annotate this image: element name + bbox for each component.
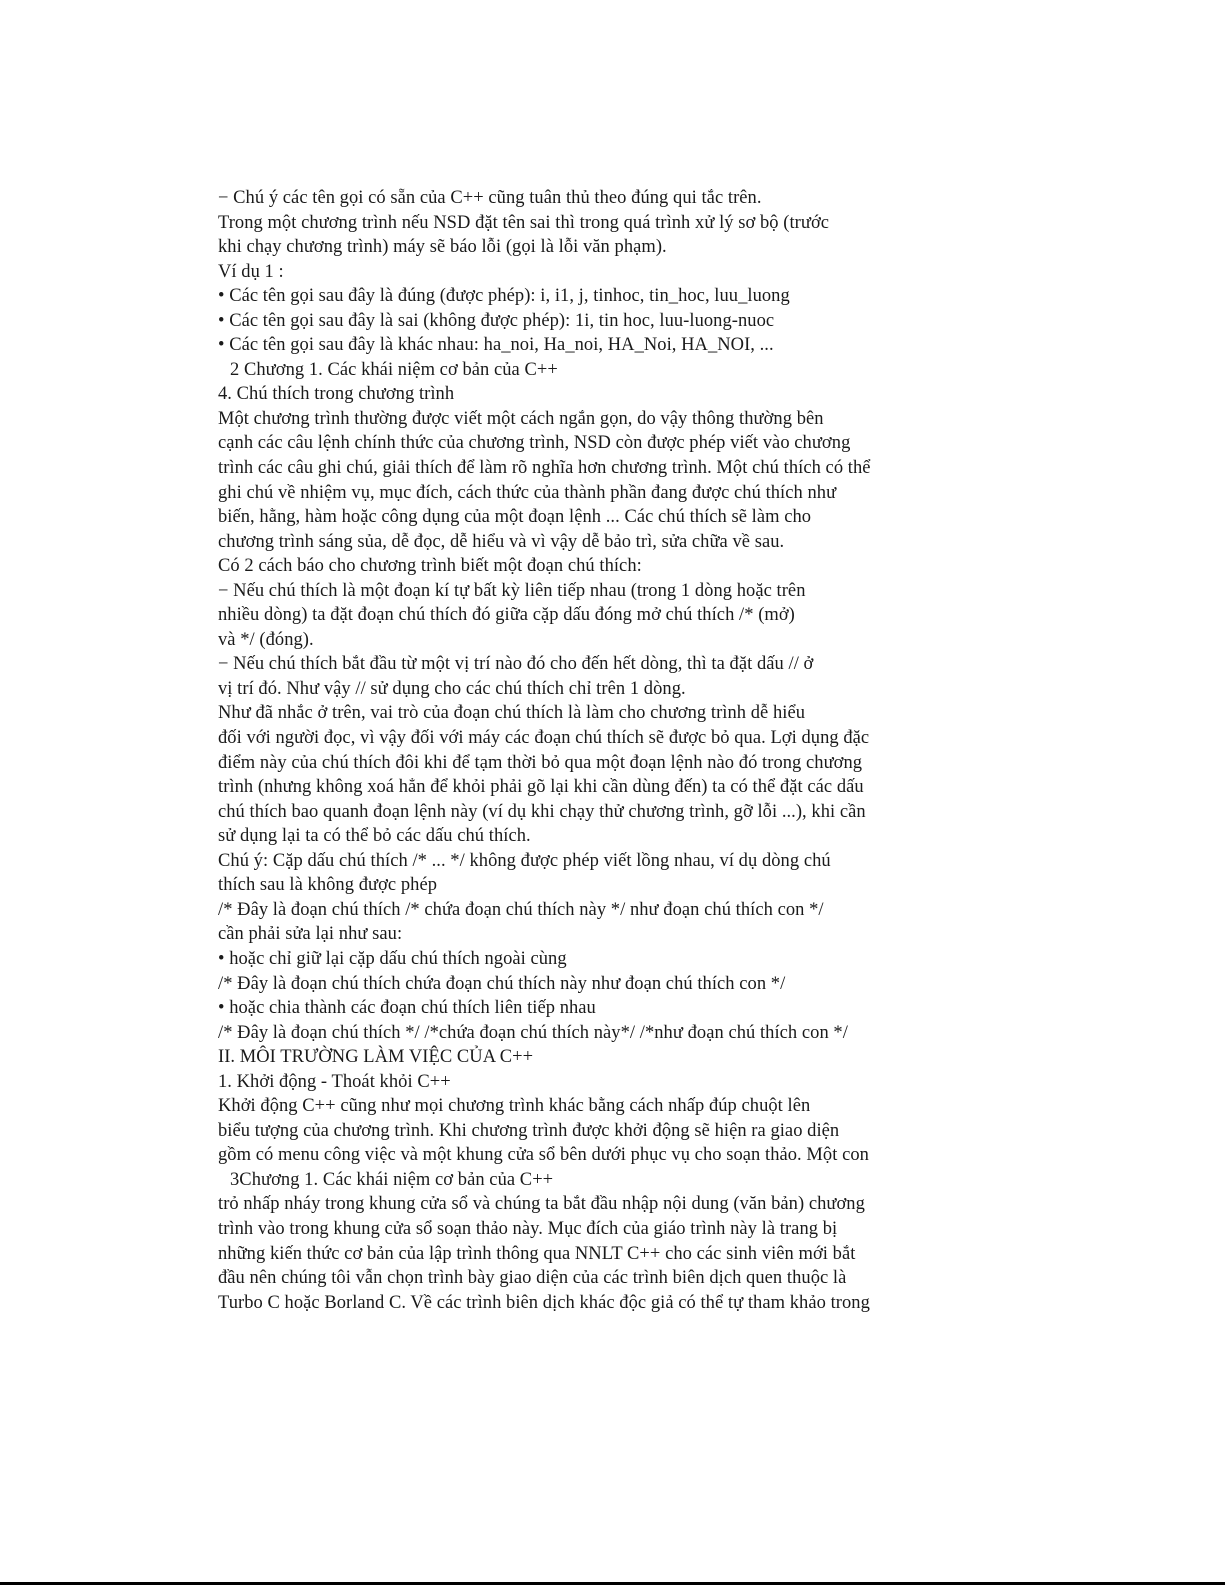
text-line: điểm này của chú thích đôi khi để tạm thời bỏ qua một đoạn lệnh nào đó trong chương	[218, 752, 863, 773]
page-header: 3Chương 1. Các khái niệm cơ bản của C++	[230, 1169, 554, 1190]
text-line: Trong một chương trình nếu NSD đặt tên sai thì trong quá trình xử lý sơ bộ (trước	[218, 212, 830, 233]
section-heading: 1. Khởi động - Thoát khỏi C++	[218, 1071, 451, 1092]
text-line: gồm có menu công việc và một khung cửa sổ bên dưới phục vụ cho soạn thảo. Một con	[218, 1145, 869, 1166]
text-line: đối với người đọc, vì vậy đối với máy các đoạn chú thích sẽ được bỏ qua. Lợi dụng đặc	[218, 728, 870, 749]
code-comment-line: /* Đây là đoạn chú thích /* chứa đoạn chú thích này */ như đoạn chú thích con */	[218, 899, 824, 920]
text-line: trình (nhưng không xoá hẳn để khỏi phải gõ lại khi cần dùng đến) ta có thể đặt các dấu	[218, 777, 864, 798]
text-line: trình các câu ghi chú, giải thích để làm rõ nghĩa hơn chương trình. Một chú thích có thể	[218, 458, 871, 479]
bullet-line: • hoặc chỉ giữ lại cặp dấu chú thích ngoài cùng	[218, 948, 567, 969]
page-header: 2 Chương 1. Các khái niệm cơ bản của C++	[230, 359, 558, 380]
code-comment-line: /* Đây là đoạn chú thích chứa đoạn chú thích này như đoạn chú thích con */	[218, 973, 786, 994]
bullet-line: • hoặc chia thành các đoạn chú thích liên tiếp nhau	[218, 998, 596, 1019]
text-line: − Nếu chú thích bắt đầu từ một vị trí nào đó cho đến hết dòng, thì ta đặt dấu // ở	[218, 654, 814, 675]
text-line: Một chương trình thường được viết một cách ngắn gọn, do vậy thông thường bên	[218, 408, 824, 429]
section-heading: 4. Chú thích trong chương trình	[218, 384, 455, 405]
text-line: chương trình sáng sủa, dễ đọc, dễ hiểu và vì vậy dễ bảo trì, sửa chữa về sau.	[218, 531, 785, 552]
bullet-line: • Các tên gọi sau đây là sai (không được phép): 1i, tin hoc, luu-luong-nuoc	[218, 310, 775, 331]
text-line: − Chú ý các tên gọi có sẵn của C++ cũng tuân thủ theo đúng qui tắc trên.	[218, 188, 762, 208]
code-comment-line: /* Đây là đoạn chú thích */ /*chứa đoạn chú thích này*/ /*như đoạn chú thích con */	[218, 1022, 848, 1043]
text-line: nhiều dòng) ta đặt đoạn chú thích đó giữa cặp dấu đóng mở chú thích /* (mở)	[218, 605, 795, 626]
text-line: Ví dụ 1 :	[218, 261, 284, 282]
text-line: Turbo C hoặc Borland C. Về các trình biên dịch khác độc giả có thể tự tham khảo trong	[218, 1292, 870, 1313]
text-line: cần phải sửa lại như sau:	[218, 924, 403, 945]
text-line: cạnh các câu lệnh chính thức của chương trình, NSD còn được phép viết vào chương	[218, 433, 851, 454]
document-body	[218, 186, 983, 1315]
text-line: biến, hằng, hàm hoặc công dụng của một đoạn lệnh ... Các chú thích sẽ làm cho	[218, 507, 812, 528]
text-line: trỏ nhấp nháy trong khung cửa sổ và chúng ta bắt đầu nhập nội dung (văn bản) chương	[218, 1194, 865, 1215]
text-line: sử dụng lại ta có thể bỏ các dấu chú thích.	[218, 826, 531, 847]
text-line: Khởi động C++ cũng như mọi chương trình khác bằng cách nhấp đúp chuột lên	[218, 1096, 811, 1117]
text-line: đầu nên chúng tôi vẫn chọn trình bày giao diện của các trình biên dịch quen thuộc là	[218, 1268, 847, 1289]
text-line: khi chạy chương trình) máy sẽ báo lỗi (gọi là lỗi văn phạm).	[218, 237, 667, 258]
bullet-line: • Các tên gọi sau đây là đúng (được phép): i, i1, j, tinhoc, tin_hoc, luu_luong	[218, 286, 790, 307]
text-line: Như đã nhắc ở trên, vai trò của đoạn chú thích là làm cho chương trình dễ hiểu	[218, 703, 806, 724]
text-line: biểu tượng của chương trình. Khi chương trình được khởi động sẽ hiện ra giao diện	[218, 1120, 840, 1141]
text-line: trình vào trong khung cửa sổ soạn thảo này. Mục đích của giáo trình này là trang bị	[218, 1218, 838, 1239]
text-line: ghi chú về nhiệm vụ, mục đích, cách thức của thành phần đang được chú thích như	[218, 482, 837, 503]
text-line: vị trí đó. Như vậy // sử dụng cho các chú thích chỉ trên 1 dòng.	[218, 678, 686, 699]
text-line: − Nếu chú thích là một đoạn kí tự bất kỳ liên tiếp nhau (trong 1 dòng hoặc trên	[218, 580, 806, 601]
text-line: Có 2 cách báo cho chương trình biết một đoạn chú thích:	[218, 556, 642, 577]
text-line: chú thích bao quanh đoạn lệnh này (ví dụ khi chạy thử chương trình, gỡ lỗi ...), khi cần	[218, 801, 866, 822]
text-line: và */ (đóng).	[218, 629, 314, 650]
text-line: những kiến thức cơ bản của lập trình thông qua NNLT C++ cho các sinh viên mới bắt	[218, 1243, 856, 1264]
bullet-line: • Các tên gọi sau đây là khác nhau: ha_noi, Ha_noi, HA_Noi, HA_NOI, ...	[218, 335, 774, 356]
text-line: Chú ý: Cặp dấu chú thích /* ... */ không được phép viết lồng nhau, ví dụ dòng chú	[218, 850, 831, 871]
section-heading: II. MÔI TRƯỜNG LÀM VIỆC CỦA C++	[218, 1047, 534, 1068]
text-line: thích sau là không được phép	[218, 875, 438, 896]
